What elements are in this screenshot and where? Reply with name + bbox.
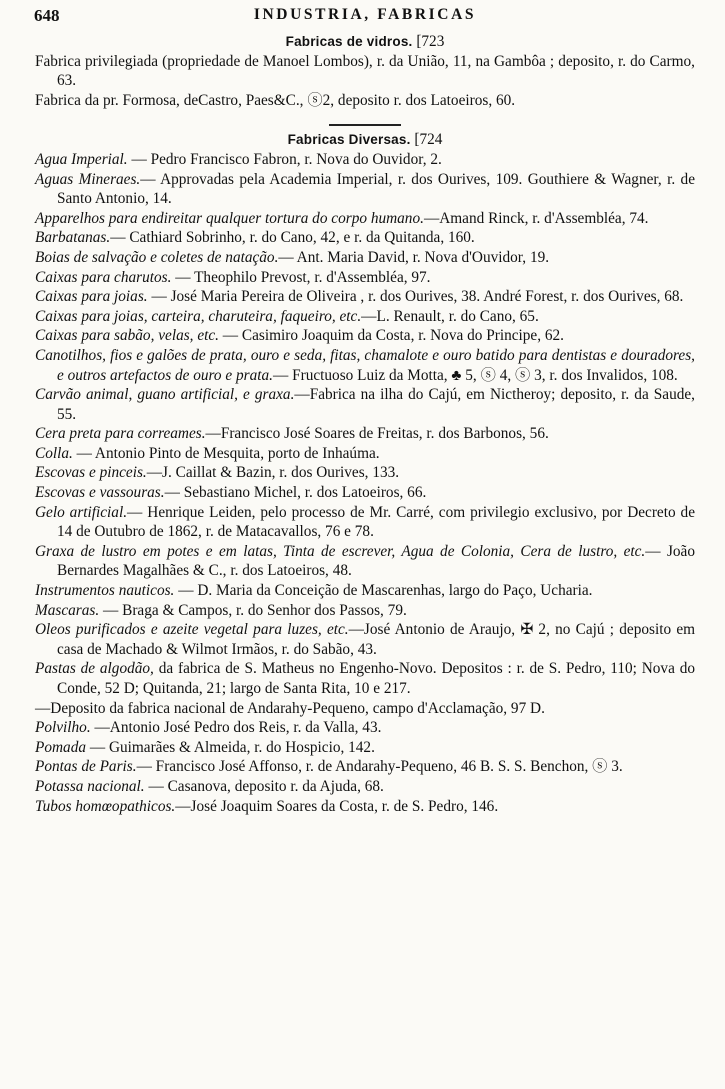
entry-category: Caixas para sabão, velas, etc. (35, 327, 219, 345)
section-heading (35, 130, 695, 150)
directory-entry (35, 699, 695, 719)
entry-category: Cera preta para correames. (35, 425, 206, 443)
section-title: Fabricas Diversas. (287, 132, 411, 148)
entry-text: —José Antonio de Araujo, ✠ 2, no Cajú ; deposito em casa de Machado & Wilmot Irmãos, r. do Sabão, 43. (57, 621, 696, 658)
entry-text: — Pedro Francisco Fabron, r. Nova do Ouvidor, 2. (127, 150, 442, 168)
entry-text: —Fabrica na ilha do Cajú, em Nictheroy; deposito, r. da Saude, 55. (57, 386, 695, 423)
entry-text: — Guimarães & Almeida, r. do Hospicio, 142. (86, 738, 375, 756)
entry-text: — Approvadas pela Academia Imperial, r. dos Ourives, 109. Gouthiere & Wagner, r. de Santo Antonio, 14. (57, 170, 695, 208)
entry-text: — Casanova, deposito r. da Ajuda, 68. (144, 777, 384, 795)
entry-text: —Amand Rinck, r. d'Assembléa, 74. (423, 209, 649, 227)
entry-text: — João Bernardes Magalhães & C., r. dos Latoeiros, 48. (57, 542, 695, 580)
section-number: [724 (414, 131, 443, 149)
entry-text: —L. Renault, r. do Cano, 65. (361, 307, 539, 325)
running-head: INDUSTRIA, FABRICAS (253, 6, 477, 23)
entry-category: Aguas Mineraes. (35, 170, 141, 188)
entry-text: — Theophilo Prevost, r. d'Assembléa, 97. (171, 268, 431, 286)
entry-category: Pontas de Paris. (35, 758, 137, 776)
directory-entry (35, 287, 695, 307)
directory-entry (35, 424, 695, 444)
section-heading (35, 32, 695, 52)
entry-text: —Francisco José Soares de Freitas, r. dos Barbonos, 56. (205, 425, 549, 443)
entry-text: — Braga & Campos, r. do Senhor dos Passos, 79. (99, 601, 407, 619)
directory-entry (35, 248, 695, 268)
entry-category: Gelo artificial. (35, 503, 128, 521)
directory-entry (35, 268, 695, 288)
sections (35, 32, 695, 816)
directory-entry (35, 228, 695, 248)
directory-entry (35, 170, 695, 209)
section-title: Fabricas de vidros. (285, 34, 413, 49)
entry-category: Escovas e pinceis. (35, 464, 147, 482)
entry-category: Tubos homœopathicos. (35, 797, 176, 815)
entry-text: — Henrique Leiden, pelo processo de Mr. Carré, com privilegio exclusivo, por Decreto de 14 de Outubro de 1862, r. de Matacavallos, 76 e 78. (57, 503, 695, 541)
entry-category: Agua Imperial. (35, 150, 128, 168)
entry-category: Carvão animal, guano artificial, e graxa. (35, 386, 295, 404)
directory-entry (35, 483, 695, 503)
directory-entry (35, 601, 695, 621)
entry-text: Fabrica privilegiada (propriedade de Manoel Lombos), r. da União, 11, na Gambôa ; deposito, r. do Carmo, 63. (35, 52, 695, 90)
directory-entry (35, 777, 695, 797)
directory-entry (35, 150, 695, 170)
directory-entry (35, 463, 695, 483)
page-number: 648 (34, 6, 60, 25)
directory-entry (35, 503, 695, 542)
directory-entry (35, 91, 695, 111)
entry-category: Pastas de algodão, (35, 660, 154, 678)
entry-category: Potassa nacional. (35, 777, 145, 795)
entry-text: Fabrica da pr. Formosa, deCastro, Paes&C., ⓢ2, deposito r. dos Latoeiros, 60. (35, 91, 516, 109)
entry-category: Oleos purificados e azeite vegetal para luzes, etc. (35, 621, 349, 639)
directory-entry (35, 620, 695, 659)
directory-entry (35, 385, 695, 424)
entry-text: — José Maria Pereira de Oliveira , r. dos Ourives, 38. André Forest, r. dos Ourives, 68. (147, 288, 684, 306)
section-divider (329, 124, 401, 126)
entry-category: Polvilho. (35, 719, 91, 737)
entry-category: Caixas para charutos. (35, 268, 172, 286)
directory-entry (35, 346, 695, 385)
entry-text: — Sebastiano Michel, r. dos Latoeiros, 66. (164, 484, 427, 502)
entry-text: — Francisco José Affonso, r. de Andarahy-Pequeno, 46 B. S. S. Benchon, ⓢ 3. (136, 758, 623, 776)
entry-category: Apparelhos para endireitar qualquer tortura do corpo humano. (35, 209, 424, 227)
entry-text: — Casimiro Joaquim da Costa, r. Nova do Principe, 62. (218, 327, 564, 345)
entry-text: — Antonio Pinto de Mesquita, porto de Inhaúma. (72, 444, 380, 462)
entry-text: —Antonio José Pedro dos Reis, r. da Valla, 43. (90, 719, 382, 737)
directory-entry (35, 307, 695, 327)
entry-category: Barbatanas. (35, 229, 111, 247)
entry-text: —José Joaquim Soares da Costa, r. de S. Pedro, 146. (175, 797, 499, 815)
entry-text: — Cathiard Sobrinho, r. do Cano, 42, e r. da Quitanda, 160. (110, 229, 475, 247)
directory-entry (35, 209, 695, 229)
entry-text: —Deposito da fabrica nacional de Andarahy-Pequeno, campo d'Acclamação, 97 D. (35, 699, 545, 717)
directory-entry (35, 52, 695, 91)
entry-category: Graxa de lustro em potes e em latas, Tinta de escrever, Agua de Colonia, Cera de lustro, etc. (35, 542, 646, 560)
entry-category: Pomada (35, 738, 86, 756)
entry-text: — D. Maria da Conceição de Mascarenhas, largo do Paço, Ucharia. (174, 582, 593, 600)
entry-category: Canotilhos, fios e galões de prata, ouro e seda, fitas, chamalote e ouro batido para dentistas e douradores, e outros artefactos de ouro e prata. (35, 346, 695, 384)
entry-text: —J. Caillat & Bazin, r. dos Ourives, 133. (146, 464, 400, 482)
entry-text: — Ant. Maria David, r. Nova d'Ouvidor, 19. (278, 248, 550, 266)
entry-category: Instrumentos nauticos. (35, 582, 175, 600)
directory-entry (35, 718, 695, 738)
directory-entry (35, 738, 695, 758)
directory-entry (35, 659, 695, 698)
entry-category: Colla. (35, 444, 73, 462)
page-header (35, 2, 695, 32)
directory-entry (35, 542, 695, 581)
directory-entry (35, 797, 695, 817)
entry-category: Caixas para joias, carteira, charuteira, faqueiro, etc. (35, 307, 362, 325)
entry-category: Escovas e vassouras. (35, 484, 165, 502)
directory-entry (35, 444, 695, 464)
entry-category: Caixas para joias. (35, 288, 148, 306)
directory-entry (35, 326, 695, 346)
entry-category: Boias de salvação e coletes de natação. (35, 248, 279, 266)
section-number: [723 (416, 33, 445, 50)
entry-text: — Fructuoso Luiz da Motta, ♣ 5, ⓢ 4, ⓢ 3, r. dos Invalidos, 108. (272, 366, 678, 384)
entry-category: Mascaras. (35, 601, 100, 619)
directory-entry (35, 581, 695, 601)
directory-entry (35, 757, 695, 777)
entry-text: da fabrica de S. Matheus no Engenho-Novo. Depositos : r. de S. Pedro, 110; Nova do Conde, 52 D; Quitanda, 21; largo de Santa Rita, 10 e 217. (57, 660, 695, 697)
